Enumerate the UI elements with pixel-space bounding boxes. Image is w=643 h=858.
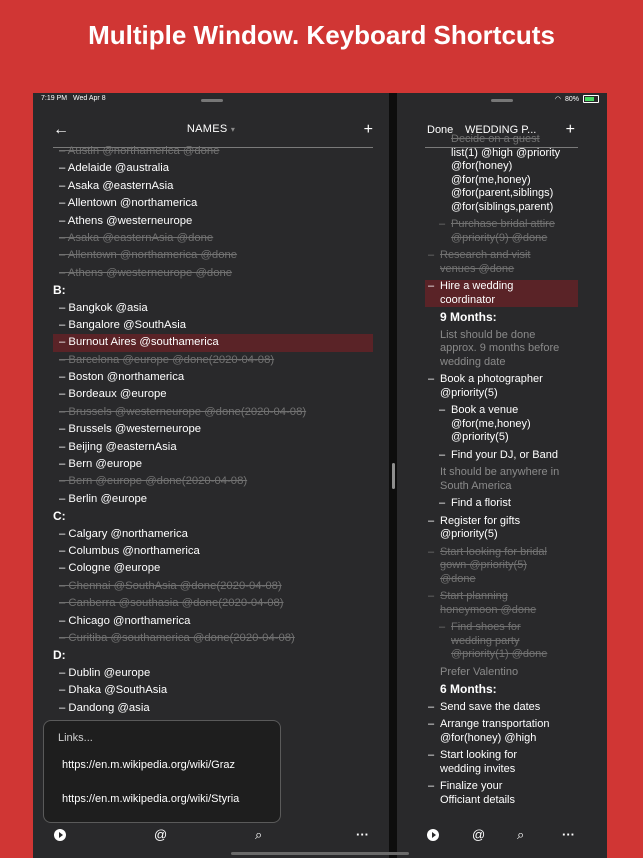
window-grabber-right[interactable] — [491, 99, 513, 102]
search-icon[interactable]: ⌕ — [255, 827, 263, 842]
wedding-title[interactable]: WEDDING P... — [465, 124, 537, 136]
task-item[interactable] — [425, 133, 578, 147]
bullet-dash: – — [439, 404, 446, 416]
chevron-down-icon: ▾ — [230, 125, 236, 134]
list-item[interactable]: – Austin @northamerica @done — [59, 145, 220, 157]
bullet-dash: – — [428, 249, 435, 261]
wedding-list — [397, 133, 607, 807]
bullet-dash: – — [439, 448, 446, 461]
search-icon[interactable]: ⌕ — [517, 827, 525, 842]
task-item[interactable] — [425, 449, 578, 463]
done-button[interactable]: Done — [427, 124, 454, 136]
at-icon[interactable]: @ — [472, 827, 486, 842]
task-item[interactable] — [425, 404, 578, 445]
item-text: Find shoes for wedding party @priority(1) @done — [451, 621, 548, 660]
task-item[interactable] — [425, 780, 578, 807]
list-item[interactable]: – Bern @europe — [59, 458, 143, 471]
ipad-screen — [33, 93, 607, 858]
item-text: Start planning honeymoon @done — [440, 590, 537, 616]
list-item[interactable]: – Allentown @northamerica — [59, 197, 198, 210]
item-text: list(1) @high @priority @for(honey) @for(me,honey) @for(parent,siblings) @for(siblings,parent) — [451, 146, 561, 213]
wedding-pane — [397, 93, 607, 858]
item-text: Find a florist — [451, 497, 511, 509]
section-header[interactable] — [425, 311, 578, 325]
bullet-dash: – — [428, 373, 435, 385]
bullet-dash: – — [439, 621, 446, 633]
item-text: Decide on a guest — [451, 133, 540, 145]
list-item[interactable]: – Bangalore @SouthAsia — [59, 318, 187, 331]
item-text: 9 Months: — [440, 310, 497, 324]
item-text: Start looking for bridal gown @priority(5) @done — [440, 545, 547, 585]
list-item[interactable]: – Cologne @europe — [59, 562, 161, 575]
item-text: Prefer Valentino — [440, 665, 519, 678]
list-item[interactable]: – Beijing @easternAsia — [59, 440, 177, 453]
list-item[interactable]: – Berlin @europe — [59, 492, 148, 505]
names-pane — [33, 93, 389, 858]
list-item[interactable]: – Chicago @northamerica — [59, 614, 191, 627]
section-header[interactable]: B: — [53, 283, 66, 298]
list-item[interactable]: – Boston @northamerica — [59, 371, 185, 384]
item-text: Book a venue @for(me,honey) @priority(5) — [451, 404, 531, 443]
list-item[interactable]: – Brussels @westerneurope — [59, 423, 202, 436]
status-date: Wed Apr 8 — [73, 95, 106, 102]
item-text: It should be anywhere in South America — [440, 466, 560, 492]
bullet-dash: – — [428, 700, 435, 713]
bullet-dash: – — [428, 749, 435, 761]
list-item[interactable]: – Bangkok @asia — [59, 301, 148, 314]
list-item[interactable]: – Chennai @SouthAsia @done(2020-04-08) — [59, 579, 282, 592]
bullet-dash: – — [428, 780, 435, 792]
window-grabber[interactable] — [201, 99, 223, 102]
list-item[interactable]: – Canberra @southasia @done(2020-04-08) — [59, 597, 284, 610]
home-indicator — [231, 852, 409, 855]
task-item[interactable] — [425, 621, 578, 662]
links-popup — [43, 720, 281, 823]
item-text: Find your DJ, or Band — [451, 448, 558, 461]
task-item[interactable] — [425, 497, 578, 511]
battery-icon — [583, 95, 599, 103]
note-item[interactable] — [425, 466, 578, 493]
list-item[interactable]: – Adelaide @australia — [59, 162, 170, 175]
item-text: 6 Months: — [440, 682, 497, 696]
bullet-dash: – — [428, 718, 435, 730]
task-item[interactable] — [425, 147, 578, 215]
task-item[interactable] — [425, 249, 578, 276]
list-item[interactable]: – Dandong @asia — [59, 701, 150, 714]
list-item[interactable]: – Columbus @northamerica — [59, 544, 200, 557]
back-arrow-icon[interactable]: ← — [53, 121, 69, 138]
names-title-text: NAMES — [186, 123, 228, 135]
list-item[interactable]: – Asaka @easternAsia @done — [59, 231, 214, 244]
list-item[interactable]: – Athens @westerneurope — [59, 214, 193, 227]
section-header[interactable] — [425, 683, 578, 697]
wedding-toolbar — [397, 823, 607, 849]
status-time: 7:19 PM — [41, 95, 68, 102]
play-icon[interactable] — [427, 829, 439, 845]
list-item[interactable]: – Curitiba @southamerica @done(2020-04-08) — [59, 631, 295, 644]
list-item[interactable]: – Asaka @easternAsia — [59, 179, 174, 192]
names-toolbar — [33, 823, 389, 849]
task-item[interactable] — [425, 218, 578, 245]
task-item[interactable] — [425, 701, 578, 715]
section-header[interactable]: D: — [53, 648, 66, 663]
item-text: Book a photographer @priority(5) — [440, 373, 543, 399]
item-text: List should be done approx. 9 months before wedding date — [440, 328, 560, 368]
more-icon[interactable]: ··· — [562, 827, 575, 842]
task-item[interactable] — [425, 749, 578, 776]
item-text: Send save the dates — [440, 700, 541, 713]
list-item[interactable]: – Burnout Aires @southamerica — [53, 334, 373, 351]
item-text: Research and visit venues @done — [440, 249, 531, 275]
item-text: Start looking for wedding invites — [440, 749, 518, 775]
task-item[interactable] — [425, 546, 578, 587]
task-item[interactable] — [425, 280, 578, 307]
item-text: Finalize your Officiant details — [440, 780, 516, 806]
item-text: Register for gifts @priority(5) — [440, 514, 521, 540]
item-text: Hire a wedding coordinator — [440, 280, 514, 306]
bullet-dash: – — [428, 590, 435, 602]
task-item[interactable] — [425, 515, 578, 542]
bullet-dash: – — [428, 280, 435, 292]
add-icon-right[interactable]: + — [565, 121, 575, 138]
battery-level: 80% — [564, 95, 579, 103]
bullet-dash: – — [428, 545, 435, 558]
wifi-icon: ◠ — [554, 96, 561, 103]
list-item[interactable]: – Barcelona @europe @done(2020-04-08) — [59, 353, 275, 366]
task-item[interactable] — [425, 718, 578, 745]
task-item[interactable] — [425, 373, 578, 400]
list-item[interactable]: – Allentown @northamerica @done — [59, 249, 238, 262]
list-item[interactable]: – Calgary @northamerica — [59, 527, 188, 540]
note-item[interactable] — [425, 329, 578, 370]
names-list — [33, 143, 389, 717]
add-icon[interactable]: + — [363, 121, 373, 138]
item-text: Arrange transportation @for(honey) @high — [440, 718, 550, 744]
names-navbar — [33, 115, 389, 145]
task-item[interactable] — [425, 590, 578, 617]
section-header[interactable]: C: — [53, 509, 66, 524]
list-item[interactable]: – Bern @europe @done(2020-04-08) — [59, 475, 248, 488]
list-item[interactable]: – Dublin @europe — [59, 666, 151, 679]
bullet-dash: – — [428, 514, 435, 527]
names-title[interactable] — [33, 123, 389, 135]
links-popup-title: Links... — [58, 732, 93, 744]
at-icon[interactable]: @ — [154, 827, 168, 842]
play-icon[interactable] — [54, 829, 66, 845]
split-handle[interactable] — [392, 463, 395, 489]
item-text: Purchase bridal attire @priority(9) @done — [451, 218, 555, 244]
link-styria[interactable]: https://en.m.wikipedia.org/wiki/Styria — [62, 793, 240, 805]
bullet-dash: – — [439, 497, 446, 509]
list-item[interactable]: – Athens @westerneurope @done — [59, 266, 233, 279]
list-item[interactable]: – Brussels @westerneurope @done(2020-04-08) — [59, 405, 307, 418]
list-item[interactable]: – Dhaka @SouthAsia — [59, 684, 168, 697]
bullet-dash: – — [439, 218, 446, 230]
headline: Multiple Window. Keyboard Shortcuts — [88, 20, 555, 50]
note-item[interactable] — [425, 666, 578, 680]
link-graz[interactable]: https://en.m.wikipedia.org/wiki/Graz — [62, 759, 236, 771]
more-icon[interactable]: ··· — [356, 827, 369, 842]
list-item[interactable]: – Bordeaux @europe — [59, 388, 167, 401]
